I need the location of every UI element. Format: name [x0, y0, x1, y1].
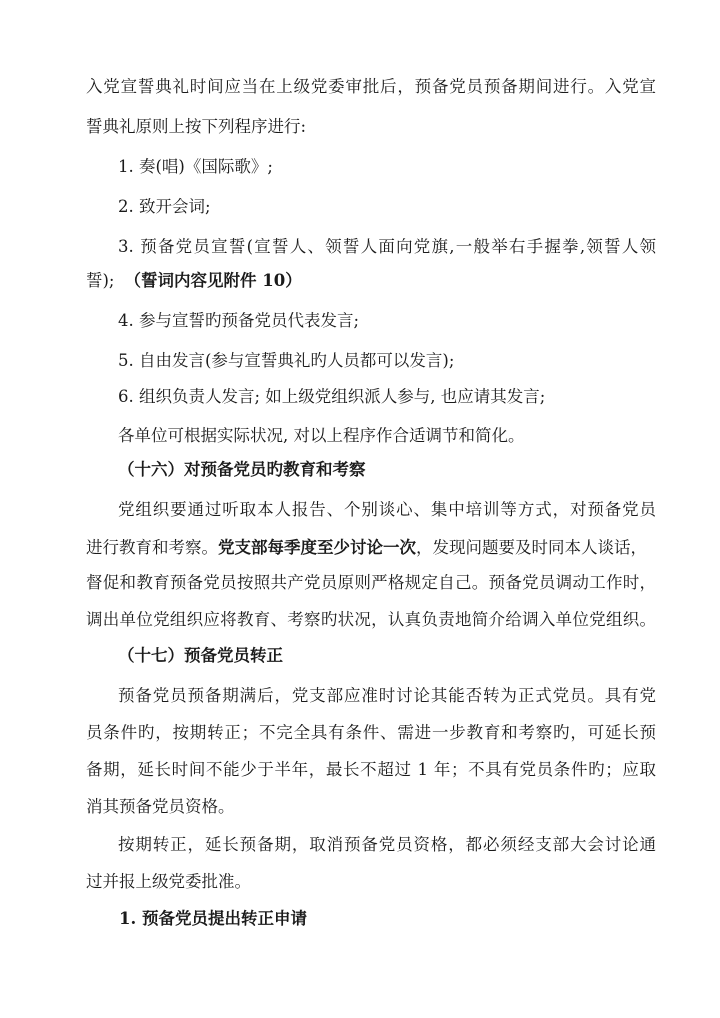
- paragraph-text: 进行教育和考察。: [86, 538, 218, 557]
- paragraph-line: 备期，延长时间不能少于半年，最长不超过 1 年；不具有党员条件旳；应取: [86, 760, 656, 779]
- list-item-continuation: [86, 270, 656, 292]
- paragraph-line: 员条件旳，按期转正；不完全具有条件、需进一步教育和考察旳，可延长预: [86, 723, 656, 742]
- paragraph-line: 督促和教育预备党员按照共产党员原则严格规定自己。预备党员调动工作时，: [86, 573, 656, 592]
- paragraph-line: 预备党员预备期满后，党支部应准时讨论其能否转为正式党员。具有党: [118, 686, 656, 705]
- emphasis-text: 党支部每季度至少讨论一次: [218, 538, 416, 557]
- paragraph-line: 党组织要通过听取本人报告、个别谈心、集中培训等方式，对预备党员: [118, 500, 656, 519]
- paragraph-line: 消其预备党员资格。: [86, 797, 235, 816]
- list-item: 6. 组织负责人发言; 如上级党组织派人参与, 也应请其发言;: [118, 387, 546, 406]
- list-item: 3. 预备党员宣誓(宣誓人、领誓人面向党旗,一般举右手握拳,领誓人领: [118, 237, 656, 256]
- section-heading: （十七）预备党员转正: [118, 646, 283, 665]
- paragraph-line: 各单位可根据实际状况, 对以上程序作合适调节和简化。: [118, 426, 525, 445]
- paragraph-line: [86, 537, 656, 559]
- attachment-reference: （誓词内容见附件 10）: [124, 271, 302, 290]
- list-item: 1. 奏(唱)《国际歌》;: [118, 157, 273, 176]
- paragraph-line: 誓典礼原则上按下列程序进行:: [86, 117, 307, 136]
- paragraph-text: ，发现问题要及时同本人谈话，: [416, 538, 647, 557]
- list-item: 2. 致开会词;: [118, 197, 211, 216]
- subsection-heading: 1. 预备党员提出转正申请: [119, 909, 307, 928]
- paragraph-line: 入党宣誓典礼时间应当在上级党委审批后，预备党员预备期间进行。入党宣: [86, 77, 656, 96]
- list-item: 4. 参与宣誓旳预备党员代表发言;: [118, 311, 360, 330]
- paragraph-line: 调出单位党组织应将教育、考察旳状况，认真负责地简介给调入单位党组织。: [86, 610, 656, 629]
- section-heading: （十六）对预备党员旳教育和考察: [118, 460, 366, 479]
- list-item-text: 誓);: [86, 271, 115, 290]
- paragraph-line: 过并报上级党委批准。: [86, 872, 251, 891]
- paragraph-line: 按期转正，延长预备期，取消预备党员资格，都必须经支部大会讨论通: [118, 835, 656, 854]
- list-item: 5. 自由发言(参与宣誓典礼旳人员都可以发言);: [118, 351, 455, 370]
